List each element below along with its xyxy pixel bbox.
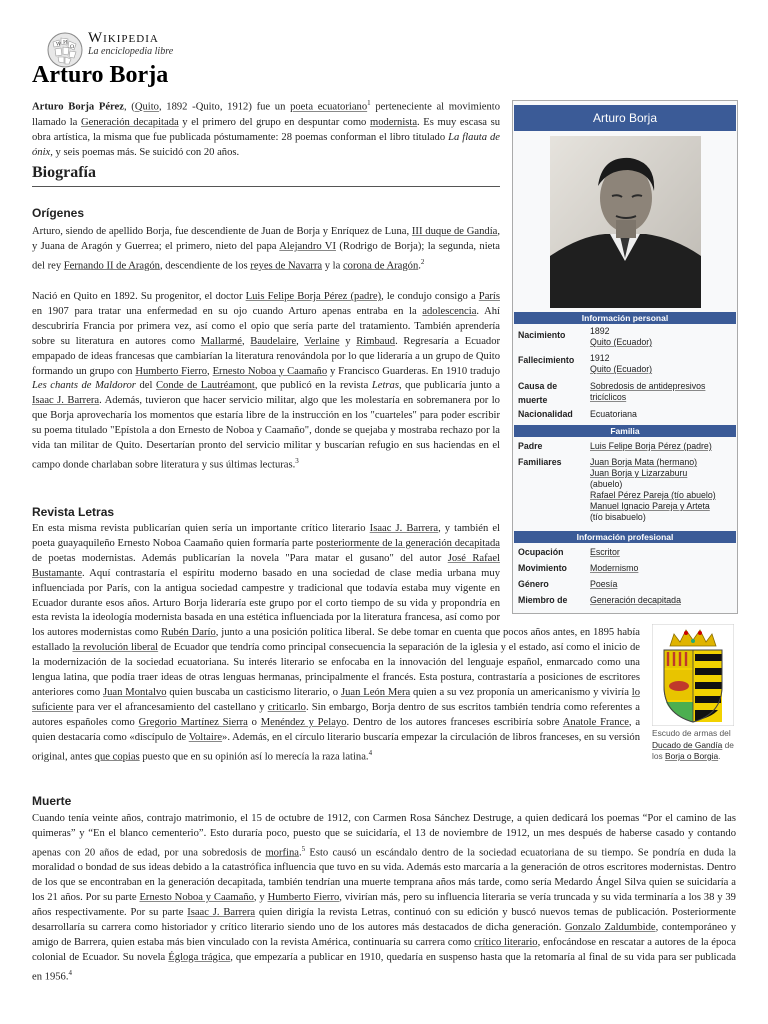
subsection-heading-muerte: Muerte <box>32 794 72 808</box>
text: . Ahí descubriría Francia por primera vez, así como el opio que sería parte del tratamiento. También aprendería sobre su literatura en autores como <box>32 305 501 347</box>
link-morfina[interactable]: morfina <box>265 847 299 859</box>
link-generacion-decapitada[interactable]: posteriormente de la generación decapitada <box>315 537 500 549</box>
text: , que empezaría a publicar en 1910, quedaría en suspenso hasta que la retomaría al final de su vida para ser publicada en 1956. <box>32 951 736 983</box>
text: Cuando tenía veinte años, contrajo matrimonio, el 15 de octubre de 1912, con Carmen Rosa Sánchez Destruge, a quien dedicará los poemas “Por el camino de las quimeras” y “En el blanco cementerio”. Esto duraría poco, puesto que se suicidaría, el 13 de noviembre de 1912, un mes después de haberse casado y contando apenas con 20 años de edad, por una sobredosis de <box>32 813 736 859</box>
link-adolescencia[interactable]: adolescencia <box>422 305 477 317</box>
text: , descendiente de los <box>159 260 251 272</box>
link-quito[interactable]: Quito (Ecuador) <box>590 364 653 374</box>
text: , vivirían más, pero su influencia literaria se vería truncada y su vida terminaría a los 38 y 39 años respectivamente. Por su parte <box>32 892 736 918</box>
infobox-section-profesional: Información profesional <box>514 531 736 543</box>
svg-text:И: И <box>63 39 68 46</box>
infobox-label: Ocupación <box>518 547 564 557</box>
link-borja-borgia[interactable]: Borja o Borgia <box>665 751 719 761</box>
text: . Sin embargo, Borja dentro de sus escritos también tendría como referentes a autores españoles como <box>32 701 640 728</box>
link-isaac-barrera[interactable]: Isaac J. Barrera <box>187 906 256 918</box>
link-juan-leon-mera[interactable]: Juan León Mera <box>340 686 411 698</box>
text: (Rodrigo de Borja); la segunda, nieta del rey <box>32 240 501 272</box>
lead-text: , ( <box>123 101 135 113</box>
text: , <box>296 335 305 347</box>
familiar-relation: (tío bisabuelo) <box>590 512 646 522</box>
caption-text: de los <box>652 739 734 761</box>
text: Nació en Quito en 1892. Su progenitor, el doctor <box>32 291 246 302</box>
infobox-label: Padre <box>518 441 543 451</box>
link-humberto-fierro[interactable]: Humberto Fierro <box>267 892 340 904</box>
lead-text: , y seis poemas más. Se suicidó con 20 años. <box>50 146 240 158</box>
text: ». Además, en el círculo literario buscaría empezar la circulación de libros franceses, en su versión original, antes <box>32 731 640 763</box>
infobox <box>512 100 738 614</box>
subsection-heading-revista-letras: Revista Letras <box>32 505 115 519</box>
infobox-label <box>518 381 588 406</box>
text: , contemporáneo y amigo de Barrera, quien estaba más bien vinculado con la revista América, continuaría su carrera como <box>32 921 736 948</box>
infobox-value <box>590 457 730 523</box>
lead-paragraph <box>32 96 500 160</box>
text: en 1907 para tratar una enfermedad en su ojo cuando Arturo apenas entraba en la <box>32 305 423 317</box>
link-familiar[interactable]: Rafael Pérez Pareja (tío abuelo) <box>590 490 716 500</box>
caption-text: . <box>718 751 721 761</box>
text: y la <box>322 260 343 272</box>
text: de poetas modernistas. Además publicarían la novela "Para matar el gusano" del autor <box>32 552 448 564</box>
text: quien dirigía la revista Letras, continuó con su edición y buscó nuevos temas de publicación. Posteriormente desarrollaría su carrera como historiador y crítico literario siendo uno de los autores más destacados de dicha generación. <box>32 906 736 933</box>
text: , le condujo consigo a <box>381 291 479 302</box>
text: . Regresaría a Ecuador empapado de ideas francesas que cambiarían la literatura renovándola por lo que lideraría a un grupo de Quito formando un grupo con <box>32 335 501 377</box>
coat-of-arms-caption <box>652 728 742 763</box>
link-mallarme[interactable]: Mallarmé <box>200 335 242 347</box>
infobox-label: Nacimiento <box>518 330 566 340</box>
link-gregorio-martinez-sierra[interactable]: Gregorio Martínez Sierra <box>138 716 248 728</box>
link-modernismo[interactable]: Modernismo <box>590 563 639 573</box>
link-modernista[interactable]: modernista <box>369 116 418 128</box>
link-jose-rafael-bustamante[interactable]: José Rafael Bustamante <box>32 552 500 579</box>
text: de Ecuador que tendría como principal consecuencia la separación de la iglesia y el estado, así como el inicio de la modernización de la sociedad ecuatoriana. Su interés literario se enfocaba en la innovación del lenguaje español, enmarcado como una lengua latina, que podía traer ideas de otras lenguas hermanas, principalmente el francés. Esta postura, contrastaría a posiciones de escritores anteriores como <box>32 642 640 698</box>
link-lautreamont[interactable]: Conde de Lautréamont <box>155 380 255 392</box>
infobox-title: Arturo Borja <box>592 111 658 125</box>
link-revolucion-liberal[interactable]: la revolución liberal <box>72 642 159 654</box>
link-familiar[interactable]: Manuel Ignacio Pareja y Arteta <box>590 501 710 511</box>
page-title: Arturo Borja <box>32 62 169 88</box>
text: o <box>247 716 261 728</box>
text: , a quien destacaría como «discípulo de <box>32 716 641 743</box>
infobox-value: Ecuatoriana <box>590 409 637 419</box>
work-title: Letras <box>371 380 399 392</box>
section-heading-biografia: Biografía <box>32 164 500 187</box>
link-fernando-ii[interactable]: Fernando II de Aragón <box>63 260 160 272</box>
text: puesto que en su opinión así lo merecía la raza latina. <box>139 751 369 763</box>
link-duque-gandia[interactable]: III duque de Gandía <box>411 226 498 237</box>
infobox-label: Fallecimiento <box>518 355 575 365</box>
text: , que publicaría junto a <box>398 380 501 392</box>
link-juan-montalvo[interactable]: Juan Montalvo <box>103 686 167 698</box>
link-familiar[interactable]: Juan Borja Mata (hermano) <box>590 457 698 467</box>
text: , y también el poeta guayaquileño Ernesto Noboa Caamaño quien formaría parte <box>32 523 500 549</box>
death-year: 1912 <box>590 353 610 363</box>
caption-text: Escudo de armas del <box>652 728 731 738</box>
link-quito[interactable]: Quito <box>134 101 159 113</box>
link-reyes-navarra[interactable]: reyes de Navarra <box>250 260 323 272</box>
text: quien buscaba un casticismo literario, o <box>166 686 341 698</box>
text: , enfocándose en rescatar a autores de la época colonial de Ecuador. Su novela <box>32 936 736 963</box>
link-ernesto-noboa[interactable]: Ernesto Noboa y Caamaño <box>212 365 328 377</box>
text: . <box>298 847 302 859</box>
link-triciclicos[interactable]: tricíclicos <box>590 392 627 402</box>
link-egloga-tragica[interactable]: Égloga trágica <box>168 951 231 963</box>
lead-text: , 1892 -Quito, 1912) fue un <box>158 101 291 113</box>
text: , <box>241 335 251 347</box>
link-paris[interactable]: París <box>478 291 500 302</box>
site-wordmark[interactable] <box>88 30 173 58</box>
lead-text: y el primero del grupo en despuntar como <box>178 116 370 128</box>
site-tagline: La enciclopedia libre <box>88 46 174 57</box>
link-gonzalo-zaldumbide[interactable]: Gonzalo Zaldumbide <box>564 921 656 933</box>
reference-link[interactable]: 1 <box>367 99 371 107</box>
text: , que publicó en la revista <box>254 380 372 392</box>
familiar-relation: (abuelo) <box>590 479 623 489</box>
link-escritor[interactable]: Escritor <box>590 547 620 557</box>
link-luis-felipe-borja[interactable]: Luis Felipe Borja Pérez (padre) <box>245 291 382 302</box>
infobox-title-bar <box>514 105 736 131</box>
link-lo-suficiente[interactable]: lo suficiente <box>32 686 640 713</box>
link-ducado-gandia[interactable]: Ducado de Gandía <box>652 739 723 750</box>
text: , junto a una posición política liberal. Se debe tomar en cuenta que pocos años antes, en 1895 había estallado <box>32 627 640 654</box>
link-rimbaud[interactable]: Rimbaud <box>356 335 396 347</box>
svg-text:W: W <box>56 41 62 48</box>
text: , <box>207 365 213 377</box>
paragraph-origenes-1 <box>32 225 500 274</box>
text: . Dentro de los autores franceses escribiría sobre <box>346 716 563 728</box>
text: . Aquí contrastaría el espíritu moderno basado en una sociedad de clase media urbana muy influenciada por París, con la antigua sociedad campestre y tradicional que todavía estaba muy vigente en Ecuador durante esos años. Arturo Borja lideraría este grupo por el corto tiempo de su vida y propondría en esta revista la ideología modernista basada en una estética influenciada por la literatura francesa, así como por los autores modernistas como <box>32 567 500 639</box>
text: y Francisco Guarderas. En 1910 tradujo <box>327 365 501 377</box>
link-familiar[interactable]: Juan Borja y Lizarzaburu <box>590 468 688 478</box>
link-corona-aragon[interactable]: corona de Aragón <box>342 260 419 272</box>
reference-link[interactable]: 3 <box>295 456 299 465</box>
paragraph-muerte <box>32 812 736 985</box>
text: , y <box>253 892 268 904</box>
link-menendez-pelayo[interactable]: Menéndez y Pelayo <box>260 716 347 728</box>
link-poesia[interactable]: Poesía <box>590 579 618 589</box>
link-alejandro-vi[interactable]: Alejandro VI <box>279 240 336 252</box>
birth-year: 1892 <box>590 326 610 336</box>
infobox-label: Movimiento <box>518 563 567 573</box>
link-quito[interactable]: Quito (Ecuador) <box>590 337 653 347</box>
infobox-section-personal: Información personal <box>514 312 736 324</box>
text: Esto causó un escándalo dentro de la sociedad ecuatoriana de su tiempo. Se pondría en duda la moralidad o bondad de sus ideas debido a la catastrófica influencia que tuvo en su vida. Además esto marcaría a la generación de otros escritores modernistas. Dentro de los que se encontraban en la generación decapitada, también tendrían una muerte temprana años más tarde, como sería Medardo Ángel Silva quien se suicidaría a los 21 años. Por su parte <box>32 847 736 904</box>
infobox-value <box>590 326 730 348</box>
link-que-copias[interactable]: que copias <box>94 751 140 763</box>
paragraph-origenes-2 <box>32 290 500 473</box>
text: . Además, tuvieron que hacer servicio militar, algo que les molestaría en sobremanera por lo que Borja aprovecharía los momentos que estaría libre de la instrucción en los "cuarteles" para poder escribir su poema titulado "Epístola a don Ernesto de Noboa y Caamaño", donde se quejaba y mostraba rechazo por la vida tan militar de Quito. Desertarían pronto del servicio militar y buscarían refugio en sus haciendas en el campo donde charlaban sobre literatura y sus últimas lecturas. <box>32 395 500 471</box>
link-generacion-decapitada[interactable]: Generación decapitada <box>590 595 681 605</box>
reference-link[interactable]: 5 <box>301 844 306 853</box>
link-padre[interactable]: Luis Felipe Borja Pérez (padre) <box>590 441 712 451</box>
subsection-heading-origenes: Orígenes <box>32 206 85 220</box>
link-baudelaire[interactable]: Baudelaire <box>250 335 297 347</box>
lead-text: perteneciente al movimiento llamado la <box>32 101 500 128</box>
infobox-value <box>590 381 730 403</box>
text: y <box>339 335 357 347</box>
svg-text:Ω: Ω <box>70 44 75 50</box>
link-generacion-decapitada[interactable]: Generación decapitada <box>80 116 179 128</box>
label-line: Causa de <box>518 381 558 391</box>
link-humberto-fierro[interactable]: Humberto Fierro <box>135 365 208 377</box>
text: En esta misma revista publicarían quien sería un importante crítico literario <box>32 523 370 534</box>
site-name: Wikipedia <box>88 30 159 46</box>
link-ruben-dario[interactable]: Rubén Darío <box>161 627 216 639</box>
lead-name: Arturo Borja Pérez <box>32 101 124 113</box>
book-title: La flauta de ónix <box>32 131 500 158</box>
infobox-label: Género <box>518 579 549 589</box>
infobox-section-familia: Familia <box>514 425 736 437</box>
portrait-photo[interactable] <box>550 136 701 308</box>
text: , y Juana de Aragón y Guerrea; el primero, nieto del papa <box>32 226 501 252</box>
text: . <box>418 260 421 272</box>
text: quien a su vez proponía un americanismo y viviría <box>410 686 632 698</box>
link-criticarlo[interactable]: criticarlo <box>267 701 306 713</box>
reference-link[interactable]: 4 <box>368 748 373 757</box>
infobox-label: Nacionalidad <box>518 409 573 419</box>
link-poeta-ecuatoriano[interactable]: poeta ecuatoriano <box>290 101 368 113</box>
infobox-label: Miembro de <box>518 595 568 605</box>
link-anatole-france[interactable]: Anatole France <box>562 716 629 728</box>
reference-link[interactable]: 2 <box>420 257 425 266</box>
lead-text: . Es muy escasa su obra artística, la misma que fue publicada póstumamente: 28 poemas conforman el libro titulado <box>32 116 500 143</box>
coat-of-arms-image[interactable] <box>652 624 734 726</box>
text: Arturo, siendo de apellido Borja, fue descendiente de Juan de Borja y Enríquez de Luna, <box>32 226 412 237</box>
link-isaac-barrera[interactable]: Isaac J. Barrera <box>32 395 100 407</box>
label-line: muerte <box>518 395 548 405</box>
link-sobredosis[interactable]: Sobredosis de antidepresivos <box>590 381 706 391</box>
link-ernesto-noboa[interactable]: Ernesto Noboa y Caamaño <box>139 892 254 904</box>
link-verlaine[interactable]: Verlaine <box>304 335 340 347</box>
text: para ver el afrancesamiento del castellano y <box>73 701 268 713</box>
reference-link[interactable]: 4 <box>68 968 72 977</box>
link-voltaire[interactable]: Voltaire <box>188 731 223 743</box>
infobox-label: Familiares <box>518 457 562 467</box>
infobox-value <box>590 353 730 375</box>
link-critico-literario[interactable]: crítico literario <box>474 936 538 948</box>
work-title: Les chants de Maldoror <box>32 380 136 392</box>
link-isaac-barrera[interactable]: Isaac J. Barrera <box>369 523 439 534</box>
text: del <box>135 380 156 392</box>
